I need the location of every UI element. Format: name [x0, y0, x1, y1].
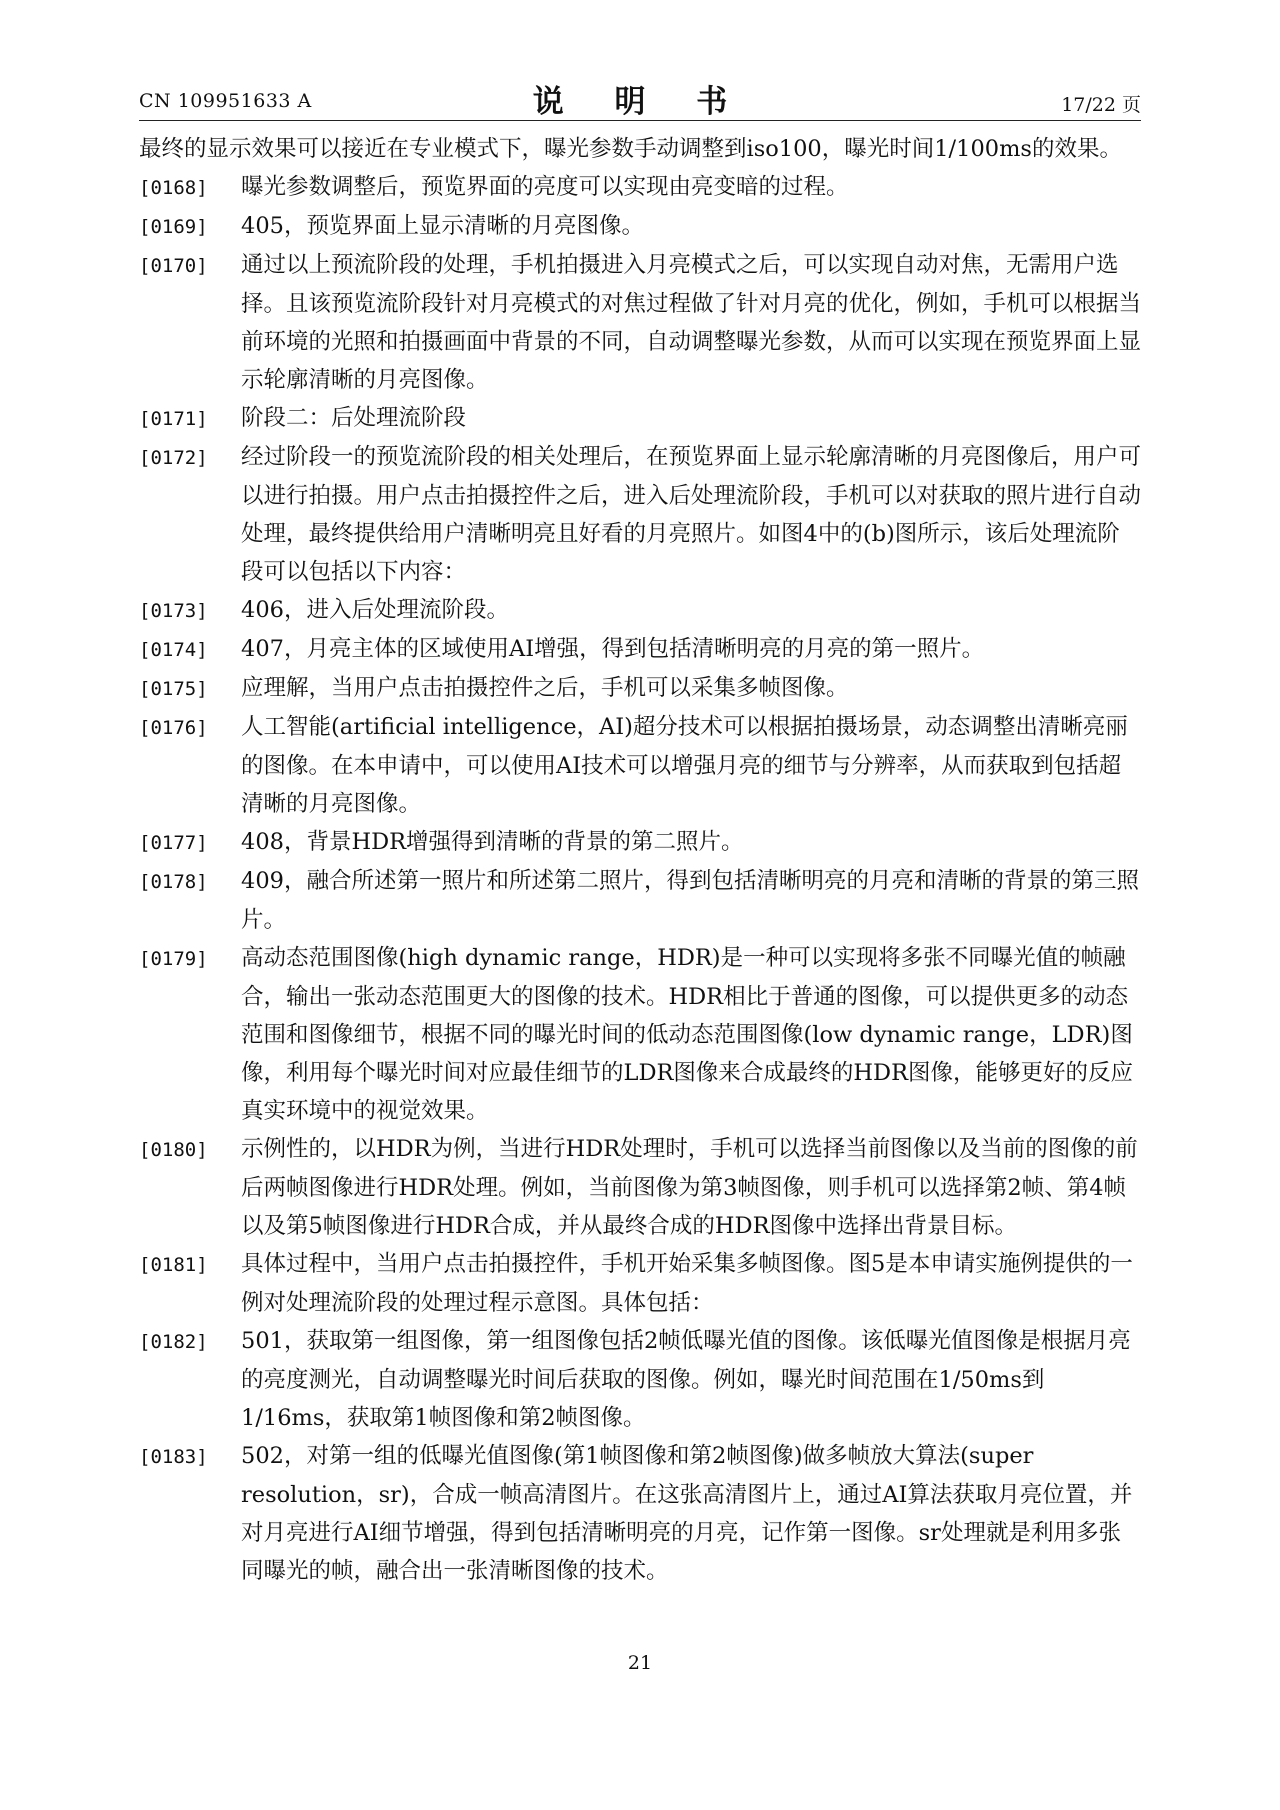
paragraph — [139, 708, 1141, 823]
paragraph-text: 501，获取第一组图像，第一组图像包括2帧低曝光值的图像。该低曝光值图像是根据月亮的亮度测光，自动调整曝光时间后获取的图像。例如，曝光时间范围在1/50ms到1/16ms，获取第1帧图像和第2帧图像。 — [241, 1328, 1131, 1431]
paragraph-number: [0183] — [139, 1446, 208, 1468]
paragraph — [139, 246, 1141, 399]
paragraph-number: [0171] — [139, 408, 208, 430]
paragraph — [139, 939, 1141, 1130]
patent-number: CN 109951633 A — [139, 90, 312, 112]
page-header — [139, 74, 1141, 124]
page-indicator: 17/22 页 — [1061, 94, 1141, 116]
paragraph-text: 具体过程中，当用户点击拍摄控件，手机开始采集多帧图像。图5是本申请实施例提供的一例对处理流阶段的处理过程示意图。具体包括： — [241, 1251, 1133, 1316]
paragraph — [139, 399, 1141, 438]
paragraph-number: [0180] — [139, 1139, 208, 1161]
paragraph-text: 阶段二：后处理流阶段 — [241, 405, 467, 431]
paragraph — [139, 591, 1141, 630]
paragraph-number: [0181] — [139, 1254, 208, 1276]
paragraph-text: 502，对第一组的低曝光值图像(第1帧图像和第2帧图像)做多帧放大算法(super resolution，sr)，合成一帧高清图片。在这张高清图片上，通过AI算法获取月亮位置，并对月亮进行AI细节增强，得到包括清晰明亮的月亮，记作第一图像。sr处理就是利用多张同曝光的帧，融合出一张清晰图像的技术。 — [241, 1443, 1133, 1584]
page-number: 21 — [627, 1652, 653, 1674]
paragraph — [139, 1437, 1141, 1590]
paragraph-number: [0182] — [139, 1331, 208, 1353]
paragraph-text: 高动态范围图像(high dynamic range，HDR)是一种可以实现将多张不同曝光值的帧融合，输出一张动态范围更大的图像的技术。HDR相比于普通的图像，可以提供更多的动态范围和图像细节，根据不同的曝光时间的低动态范围图像(low dynamic range，LDR)图像，利用每个曝光时间对应最佳细节的LDR图像来合成最终的HDR图像，能够更好的反应真实环境中的视觉效果。 — [241, 945, 1134, 1124]
paragraph — [139, 207, 1141, 246]
paragraph — [139, 438, 1141, 591]
paragraph — [139, 168, 1141, 207]
document-title: 说 明 书 — [532, 84, 748, 120]
paragraph-text: 405，预览界面上显示清晰的月亮图像。 — [241, 213, 644, 239]
paragraph-number: [0177] — [139, 832, 208, 854]
paragraph-number: [0170] — [139, 255, 208, 277]
paragraph — [139, 669, 1141, 708]
paragraph-text: 人工智能(artificial intelligence，AI)超分技术可以根据拍摄场景，动态调整出清晰亮丽的图像。在本申请中，可以使用AI技术可以增强月亮的细节与分辨率，从而获取到包括超清晰的月亮图像。 — [241, 714, 1128, 817]
paragraph-number: [0173] — [139, 600, 208, 622]
paragraph-number: [0169] — [139, 216, 208, 238]
paragraph-number: [0176] — [139, 717, 208, 739]
paragraph-text: 通过以上预流阶段的处理，手机拍摄进入月亮模式之后，可以实现自动对焦，无需用户选择。且该预览流阶段针对月亮模式的对焦过程做了针对月亮的优化，例如，手机可以根据当前环境的光照和拍摄画面中背景的不同，自动调整曝光参数，从而可以实现在预览界面上显示轮廓清晰的月亮图像。 — [241, 252, 1142, 393]
paragraph-text: 经过阶段一的预览流阶段的相关处理后，在预览界面上显示轮廓清晰的月亮图像后，用户可以进行拍摄。用户点击拍摄控件之后，进入后处理流阶段，手机可以对获取的照片进行自动处理，最终提供给用户清晰明亮且好看的月亮照片。如图4中的(b)图所示，该后处理流阶段可以包括以下内容： — [241, 444, 1142, 585]
paragraph — [139, 862, 1141, 939]
paragraph-text: 应理解，当用户点击拍摄控件之后，手机可以采集多帧图像。 — [241, 675, 849, 701]
paragraph-number: [0175] — [139, 678, 208, 700]
paragraph-text: 408，背景HDR增强得到清晰的背景的第二照片。 — [241, 829, 744, 855]
paragraph-number: [0174] — [139, 639, 208, 661]
paragraph-text: 406，进入后处理流阶段。 — [241, 597, 509, 623]
paragraph — [139, 1322, 1141, 1437]
paragraph — [139, 130, 1141, 168]
header-rule — [139, 120, 1141, 121]
paragraph-text: 示例性的，以HDR为例，当进行HDR处理时，手机可以选择当前图像以及当前的图像的前后两帧图像进行HDR处理。例如，当前图像为第3帧图像，则手机可以选择第2帧、第4帧以及第5帧图像进行HDR合成，并从最终合成的HDR图像中选择出背景目标。 — [241, 1136, 1138, 1239]
paragraph-number: [0168] — [139, 177, 208, 199]
description-body — [139, 130, 1141, 1590]
paragraph-number: [0178] — [139, 871, 208, 893]
paragraph-text: 407，月亮主体的区域使用AI增强，得到包括清晰明亮的月亮的第一照片。 — [241, 636, 985, 662]
paragraph — [139, 1245, 1141, 1322]
paragraph-number: [0179] — [139, 948, 208, 970]
paragraph-number: [0172] — [139, 447, 208, 469]
paragraph-text: 409，融合所述第一照片和所述第二照片，得到包括清晰明亮的月亮和清晰的背景的第三照片。 — [241, 868, 1139, 933]
paragraph-text: 最终的显示效果可以接近在专业模式下，曝光参数手动调整到iso100，曝光时间1/100ms的效果。 — [139, 136, 1122, 162]
paragraph — [139, 630, 1141, 669]
paragraph — [139, 823, 1141, 862]
paragraph-text: 曝光参数调整后，预览界面的亮度可以实现由亮变暗的过程。 — [241, 174, 849, 200]
paragraph — [139, 1130, 1141, 1245]
